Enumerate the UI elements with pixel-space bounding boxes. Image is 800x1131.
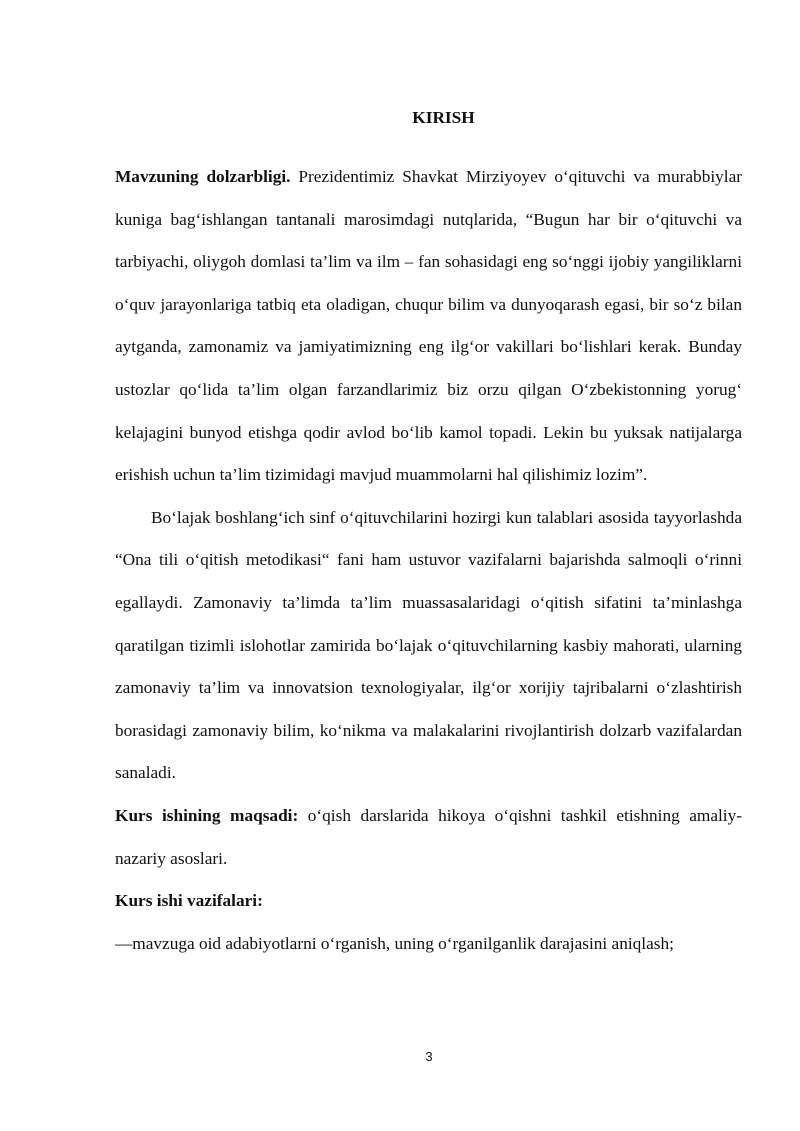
paragraph-goal	[115, 795, 742, 880]
page-heading: KIRISH	[412, 108, 475, 127]
task-list-item: —mavzuga oid adabiyotlarni o‘rganish, uning o‘rganilganlik darajasini aniqlash;	[115, 933, 674, 953]
paragraph-methodology: Bo‘lajak boshlang‘ich sinf o‘qituvchilarini hozirgi kun talablari asosida tayyorlashda “Ona tili o‘qitish metodikasi“ fani ham ustuvor vazifalarni bajarishda salmoqli o‘rinni egallaydi. Zamonaviy ta’limda ta’lim muassasalaridagi o‘qitish sifatini ta’minlashga qaratilgan tizimli islohotlar zamirida bo‘lajak o‘qituvchilarning kasbiy mahorati, ularning zamonaviy ta’lim va innovatsion texnologiyalar, ilg‘or xorijiy tajribalarni o‘zlashtirish borasidagi zamonaviy bilim, ko‘nikma va malakalarini rivojlantirish dolzarb vazifalardan sanaladi.	[115, 507, 742, 783]
tasks-lead: Kurs ishi vazifalari:	[115, 891, 263, 911]
paragraph-tasks-heading	[115, 880, 742, 923]
goal-lead: Kurs ishining maqsadi:	[115, 805, 299, 825]
page-body	[115, 104, 742, 965]
relevance-lead: Mavzuning dolzarbligi.	[115, 167, 291, 186]
goal-text: o‘qish darslarida hikoya o‘qishni tashkil etishning amaliy-nazariy asoslari.	[115, 805, 743, 868]
page-number: 3	[425, 1049, 433, 1064]
relevance-text: Prezidentimiz Shavkat Mirziyoyev o‘qituvchi va murabbiylar kuniga bag‘ishlangan tantanali marosimdagi nutqlarida, “Bugun har bir o‘qituvchi va tarbiyachi, oliygoh domlasi ta’lim va ilm – fan sohasidagi eng so‘nggi ijobiy yangiliklarni o‘quv jarayonlariga tatbiq eta oladigan, chuqur bilim va dunyoqarash egasi, bir so‘z bilan aytganda, zamonamiz va jamiyatimizning eng ilg‘or vakillari bo‘lishlari kerak. Bunday ustozlar qo‘lida ta’lim olgan farzandlarimiz biz orzu qilgan O‘zbekistonning yorug‘ kelajagini bunyod etishga qodir avlod bo‘lib kamol topadi. Lekin bu yuksak natijalarga erishish uchun ta’lim tizimidagi mavjud muammolarni hal qilishimiz lozim”.	[115, 167, 743, 485]
paragraph-relevance	[115, 156, 742, 497]
